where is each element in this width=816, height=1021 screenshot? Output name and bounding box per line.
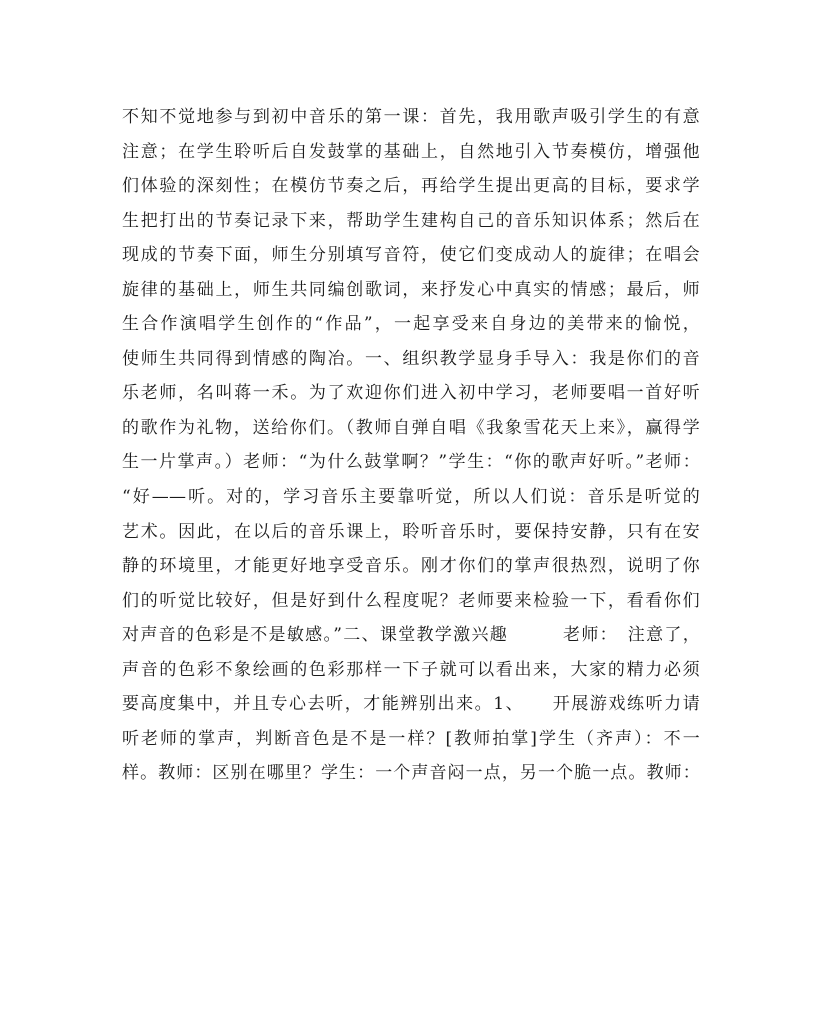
text-line: 生一片掌声。）老师：“为什么鼓掌啊？”学生：“你的歌声好听。”老师： [122, 452, 700, 473]
text-line: 们体验的深刻性；在模仿节奏之后，再给学生提出更高的目标，要求学 [122, 176, 700, 197]
text-line: 静的环境里，才能更好地享受音乐。刚才你们的掌声很热烈，说明了你 [122, 556, 700, 577]
text-line: 使师生共同得到情感的陶冶。一、组织教学显身手导入：我是你们的音 [122, 348, 700, 369]
body-text [122, 100, 700, 791]
text-line: 们的听觉比较好，但是好到什么程度呢？老师要来检验一下，看看你们 [122, 590, 700, 611]
text-line: 生合作演唱学生创作的“作品”，一起享受来自身边的美带来的愉悦， [122, 314, 700, 335]
text-line: 对声音的色彩是不是敏感。”二、课堂教学激兴趣 老师： 注意了， [122, 625, 700, 646]
text-line: 要高度集中，并且专心去听，才能辨别出来。1、 开展游戏练听力请 [122, 694, 700, 715]
text-line: 注意；在学生聆听后自发鼓掌的基础上，自然地引入节奏模仿，增强他 [122, 141, 700, 162]
text-line: 旋律的基础上，师生共同编创歌词，来抒发心中真实的情感；最后，师 [122, 279, 700, 300]
text-line: 乐老师，名叫蒋一禾。为了欢迎你们进入初中学习，老师要唱一首好听 [122, 383, 700, 404]
text-line: 不知不觉地参与到初中音乐的第一课：首先，我用歌声吸引学生的有意 [122, 107, 700, 127]
text-line: 生把打出的节奏记录下来，帮助学生建构自己的音乐知识体系；然后在 [122, 210, 700, 231]
text-line: 听老师的掌声，判断音色是不是一样？[教师拍掌]学生（齐声）：不一 [122, 728, 700, 749]
text-line: 声音的色彩不象绘画的色彩那样一下子就可以看出来，大家的精力必须 [122, 659, 700, 680]
text-line: 艺术。因此，在以后的音乐课上，聆听音乐时，要保持安静，只有在安 [122, 521, 700, 542]
text-line: 现成的节奏下面，师生分别填写音符，使它们变成动人的旋律；在唱会 [122, 245, 700, 266]
text-line: 的歌作为礼物，送给你们。（教师自弹自唱《我象雪花天上来》，赢得学 [122, 417, 700, 438]
text-line: “好——听。对的，学习音乐主要靠听觉，所以人们说：音乐是听觉的 [122, 487, 700, 508]
text-line: 样。教师：区别在哪里？学生：一个声音闷一点，另一个脆一点。教师： [122, 763, 700, 784]
